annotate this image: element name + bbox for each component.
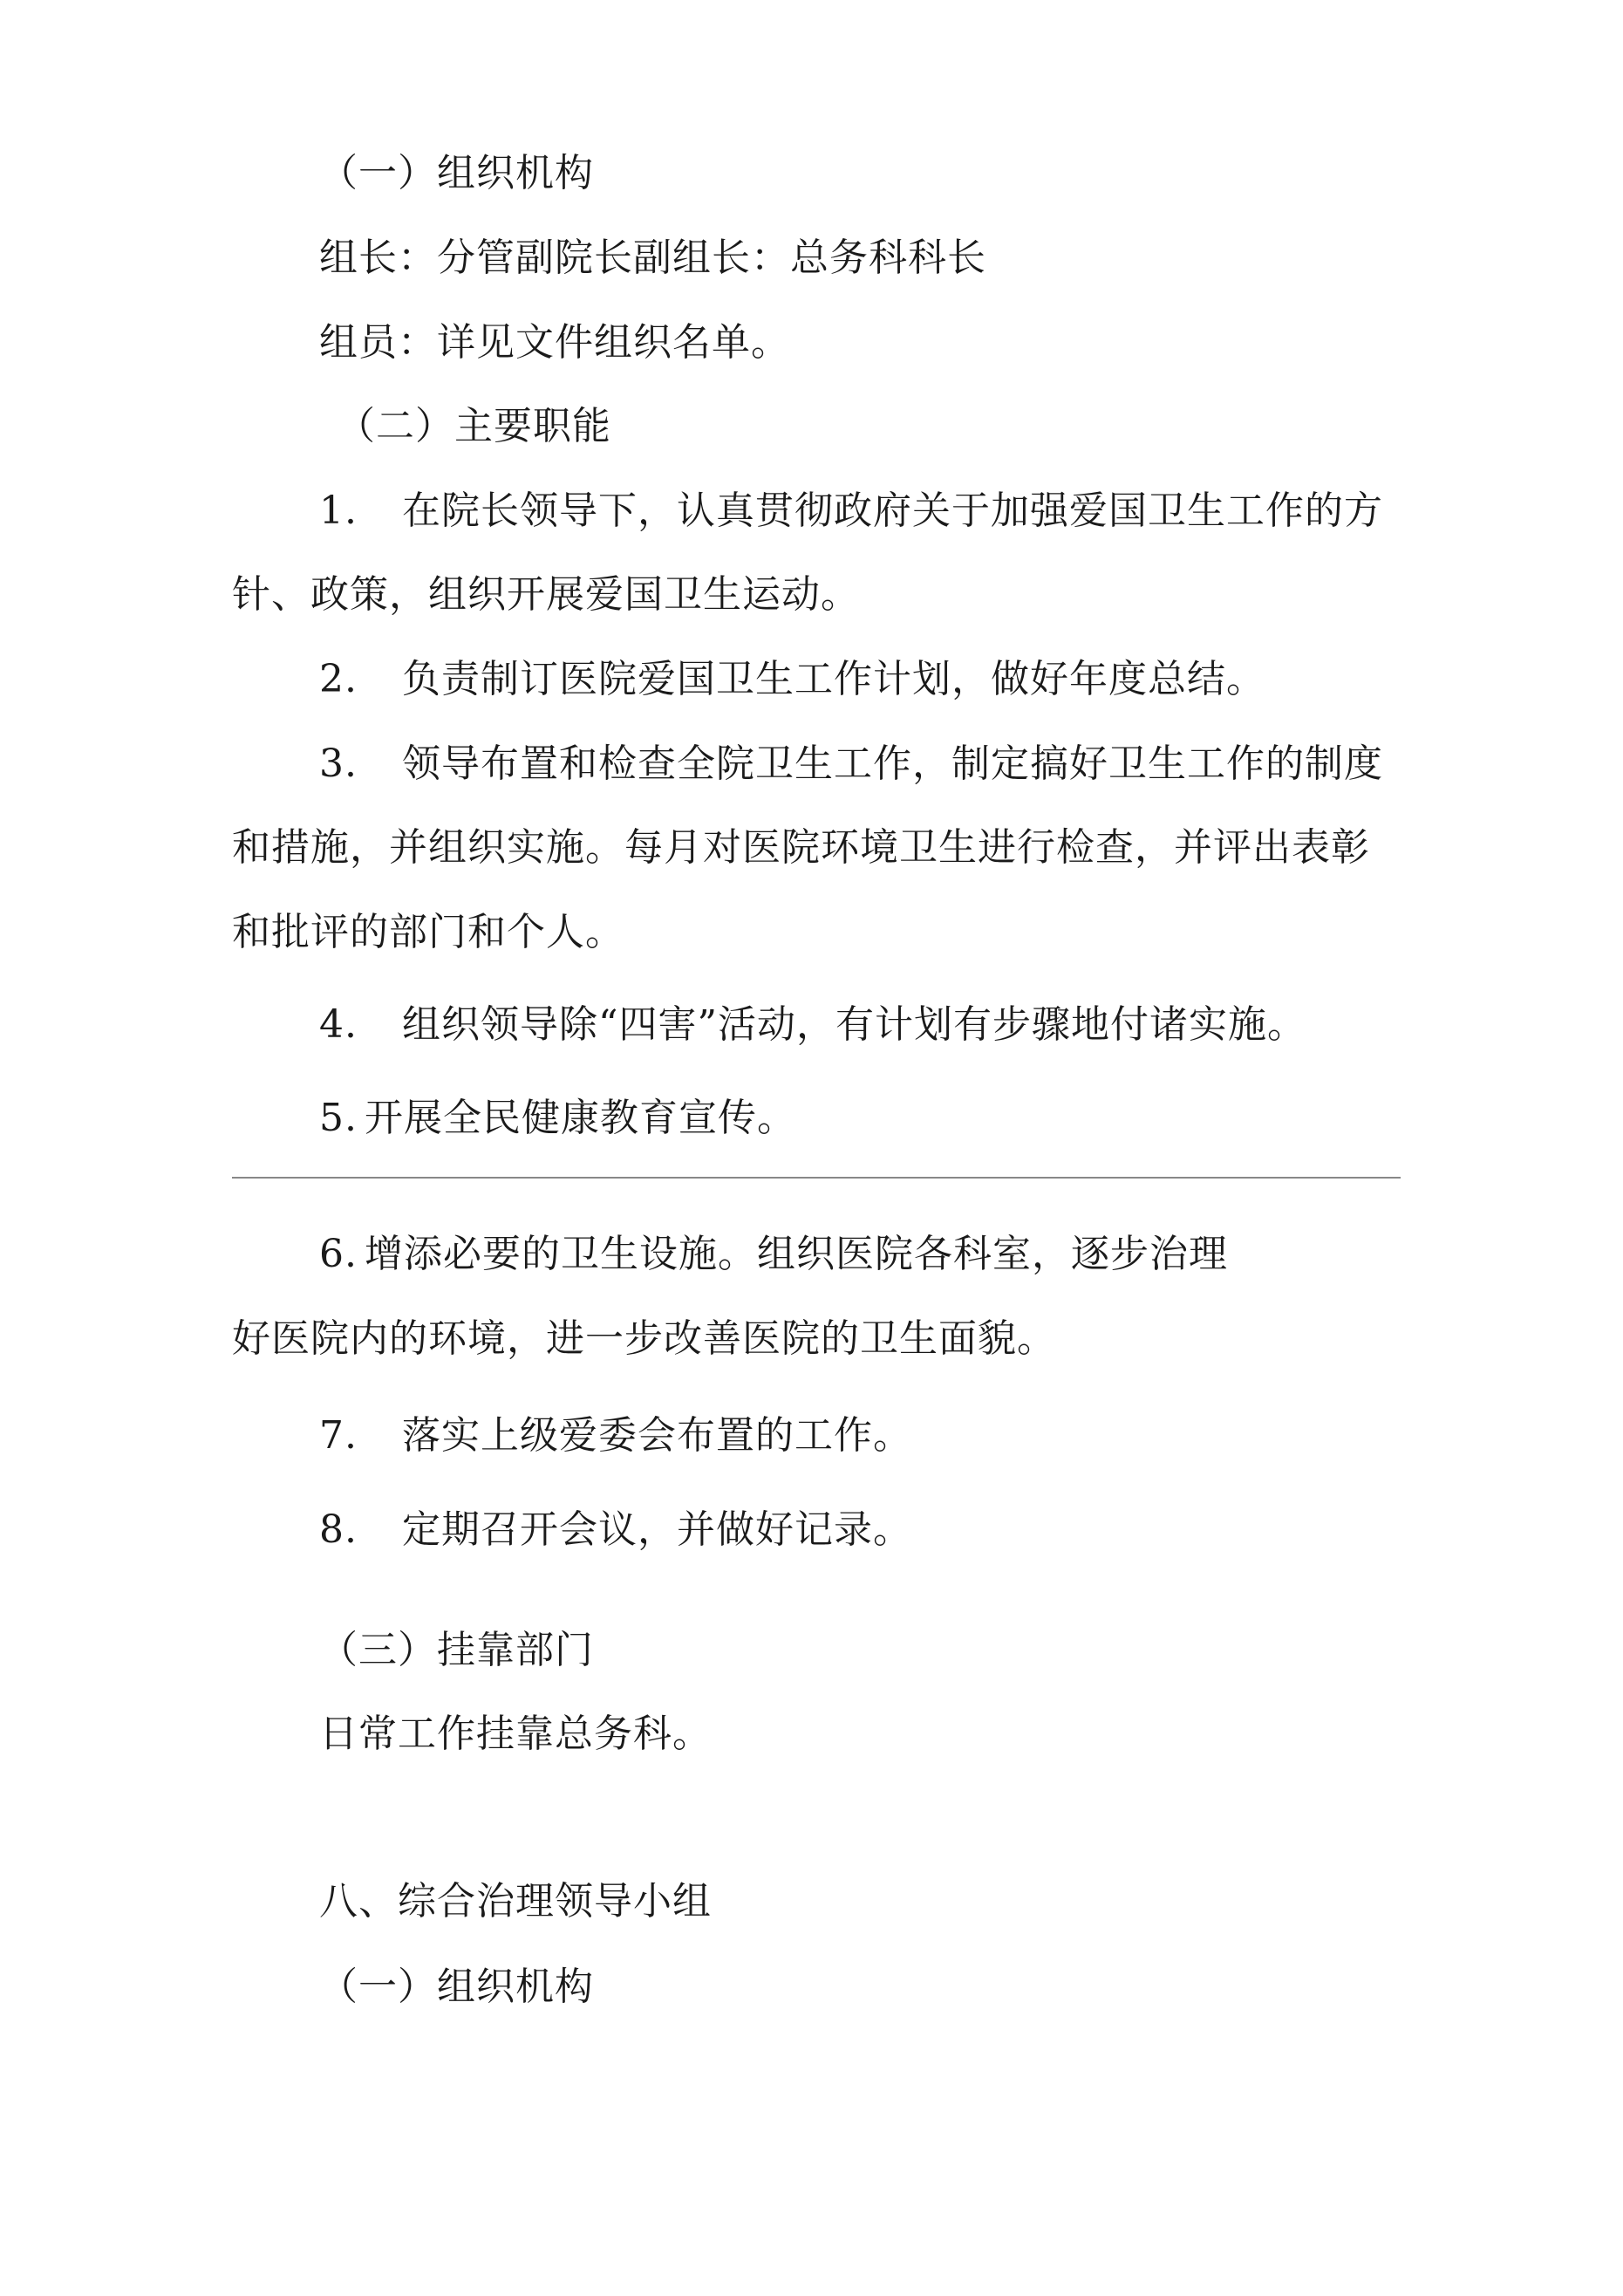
dept-heading: （三）挂靠部门 [319, 1628, 594, 1672]
item-number: 8. [319, 1507, 358, 1552]
section-8-title: 八、综合治理领导小组 [319, 1879, 712, 1924]
item-number: 3. [319, 741, 358, 786]
item-text: 负责制订医院爱国卫生工作计划，做好年度总结。 [402, 657, 1265, 701]
list-item-1 [319, 485, 1383, 537]
item-text: 组织领导除“四害”活动，有计划有步骤地付诸实施。 [402, 1002, 1306, 1047]
members-line: 组员：详见文件组织名单。 [319, 320, 790, 365]
item-text: 领导布置和检查全院卫生工作，制定搞好卫生工作的制度 [402, 741, 1383, 786]
list-item-7 [319, 1410, 912, 1462]
item-text: 落实上级爱委会布置的工作。 [402, 1413, 912, 1458]
list-item-2 [319, 653, 1265, 706]
list-item-1-cont: 针、政策，组织开展爱国卫生运动。 [232, 572, 860, 617]
list-item-6 [319, 1228, 1228, 1281]
section-8-org-heading: （一）组织机构 [319, 1965, 594, 2009]
list-item-3-cont: 和措施，并组织实施。每月对医院环境卫生进行检查，并评出表彰 [232, 825, 1370, 870]
item-text: 在院长领导下，认真贯彻政府关于加强爱国卫生工作的方 [402, 489, 1383, 533]
org-heading: （一）组织机构 [319, 151, 594, 195]
page-divider [232, 1177, 1401, 1179]
item-text: 定期召开会议，并做好记录。 [402, 1507, 912, 1552]
item-text: 增添必要的卫生设施。组织医院各科室，逐步治理 [364, 1232, 1228, 1276]
item-number: 2. [319, 657, 358, 701]
item-number: 5. [319, 1096, 358, 1140]
item-number: 7. [319, 1413, 358, 1458]
item-number: 1. [319, 489, 358, 533]
item-number: 4. [319, 1002, 358, 1047]
functions-heading: （二）主要职能 [337, 404, 611, 448]
item-number: 6. [319, 1232, 358, 1276]
list-item-3-cont: 和批评的部门和个人。 [232, 910, 624, 954]
dept-text: 日常工作挂靠总务科。 [319, 1712, 712, 1756]
item-text: 开展全民健康教育宣传。 [364, 1096, 796, 1140]
list-item-8 [319, 1504, 912, 1556]
list-item-6-cont: 好医院内的环境，进一步改善医院的卫生面貌。 [232, 1316, 1056, 1361]
list-item-3 [319, 738, 1383, 790]
list-item-5 [319, 1092, 796, 1145]
list-item-4 [319, 999, 1306, 1051]
leaders-line: 组长：分管副院长副组长：总务科科长 [319, 236, 986, 280]
